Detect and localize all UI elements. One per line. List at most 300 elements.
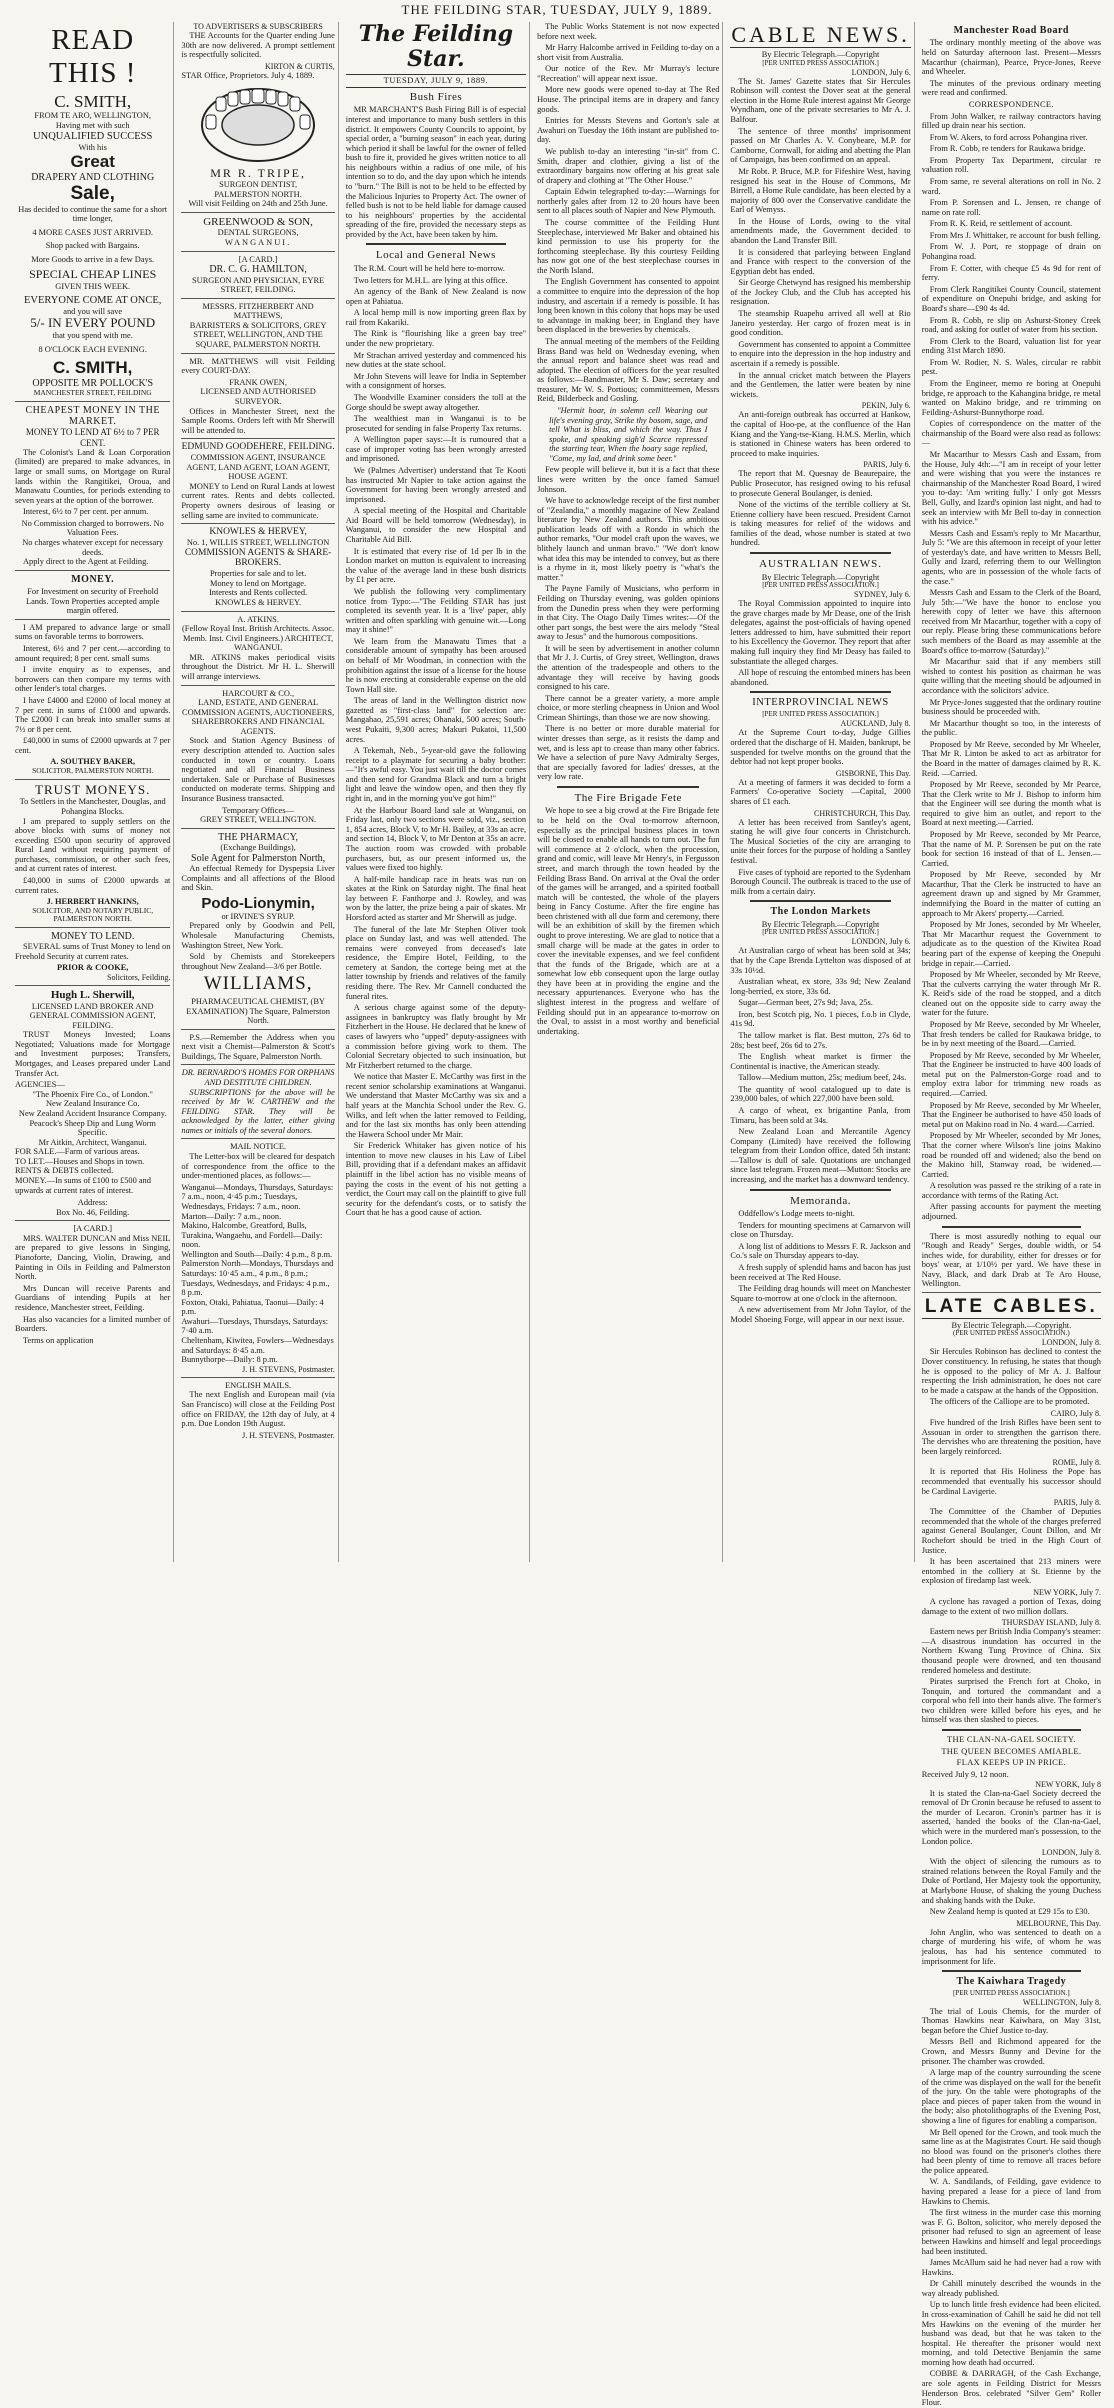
cases-text: 4 MORE CASES JUST ARRIVED.: [32, 227, 153, 237]
divider: [181, 353, 334, 354]
drapery-text: DRAPERY AND CLOTHING: [31, 171, 155, 183]
road-board-item: Proposed by Mr Reeve, seconded by Mr Wheeler, That Mr R. Linton be asked to act as arbitrator for the Board in the matter of damages claimed by R. K. Reid. —Carried.: [921, 739, 1101, 778]
road-board-item: From Mrs J. Whittaker, re account for bush felling.: [929, 230, 1101, 240]
greenwood-name: GREENWOOD & SON,: [203, 215, 313, 228]
dateline-melbourne: MELBOURNE, This Day.: [1016, 1918, 1101, 1928]
cable-item: The St. James' Gazette states that Sir Hercules Robinson will contest the Dover seat at the general election in the Home Rule interest against Mr George Wyndham, one of the private secretaries to Mr A. J. Balfour.: [730, 76, 911, 125]
news-item: The course committee of the Feilding Hunt Steeplechase, interviewed Mr Baker and obtained his kind permission to use his property for the forthcoming steeplechase. By this courtesy Feilding has now got one of the best steeplechase courses in the North Island.: [537, 217, 720, 275]
prepared-text: I AM prepared to advance large or small sums on favorable terms to borrowers.: [15, 622, 171, 642]
nz-insurance-text: New Zealand Insurance Co.: [45, 1099, 140, 1109]
market-item: The tallow market is flat. Best mutton, 27s 6d to 28s; best beef, 26s 6d to 27s.: [730, 1030, 911, 1050]
news-item: The Rink is "flourishing like a green bay tree" under the new proprietary.: [345, 329, 527, 349]
knowles-properties: Properties for sale and to let.: [209, 569, 307, 579]
smith-from: FROM TE ARO, WELLINGTON,: [34, 111, 151, 121]
sold-text: Sold by Chemists and Storekeepers throughout New Zealand—3/6 per Bottle.: [181, 952, 335, 971]
interprovincial-heading: INTERPROVINCIAL NEWS: [752, 697, 889, 709]
news-item: We notice that Master E. McCarthy was first in the recent senior scholarship examinations at Wanganui. We understand that Master McCarthy was six and a half years at the Manchia School under the Rev. G. Wilks, and left when the latter removed to Feilding, and for the last six months has only been attending the Hawera School under Mr Mair.: [345, 1072, 527, 1139]
stevens-signature: J. H. STEVENS, Postmaster.: [242, 1364, 335, 1374]
owen-name: FRANK OWEN,: [229, 377, 287, 387]
owen-title: LICENSED AND AUTHORISED SURVEYOR.: [200, 387, 316, 406]
card-label: [A CARD.]: [238, 254, 278, 264]
sole-agent-text: Sole Agent for Palmerston North,: [191, 852, 326, 864]
mail-wanganui: Wanganui—Mondays, Thursdays, Saturdays: 7 a.m., noon, 4·45 p.m.; Tuesdays, Wednesdays, Fridays: 7 a.m., noon.: [181, 1182, 334, 1211]
mail-awahuri: Awahuri—Tuesdays, Thursdays, Saturdays: 7·40 a.m.: [181, 1316, 329, 1336]
correspondence-label: CORRESPONDENCE.: [968, 98, 1054, 109]
late-cable-item: It is stated the Clan-na-Gael Society decreed the removal of Dr Cronin because he refused to assent to the murder of Lecaron. Cronin's partner has it is asserted, handed the books of the Clan-na-Gael, which were in the murdered man's possession, to the London police.: [921, 1788, 1101, 1846]
market-item: The English wheat market is firmer the Continental is inactive, the American steady.: [730, 1052, 911, 1071]
cable-item: In the House of Lords, owing to the vital amendments made, the Government decided to abandon the Land Transfer Bill.: [730, 216, 911, 245]
atkins-body: MR. ATKINS makes periodical visits throughout the District. Mr H. L. Sherwill will arrange interviews.: [181, 652, 335, 681]
late-cables-heading: LATE CABLES.: [922, 1296, 1101, 1319]
dateline-london: LONDON, July 6.: [851, 67, 911, 77]
harcourt-body: Stock and Station Agency Business of every description attended to. Auction sales conducted in town or country. Loans negotiated and all Financial Business undertaken. Sale or Purchase of Businesses conducted on moderate terms. Shipping and Insurance Business transacted.: [181, 736, 335, 803]
late-cable-item: Sir Hercules Robinson has declined to contest the Dover constituency. In refusing, he states that though he is opposed to the policy of Mr A. J. Balfour respecting the Irish administration, he does not care to be made a catspaw at the hands of the Opposition.: [921, 1347, 1101, 1395]
news-item: A Wellington paper says:—It is rumoured that a case of improper voting has been wrongly arrested and imprisoned.: [345, 435, 527, 464]
money-investment-text: For Investment on security of Freehold Lands. Town Properties accepted ample margin offered.: [25, 587, 160, 616]
greenwood-title: DENTAL SURGEONS,: [217, 228, 299, 238]
goodehere-name: EDMUND GOODEHERE, FEILDING.: [181, 442, 335, 453]
harcourt-name: HARCOURT & CO.,: [222, 688, 295, 698]
divider: [181, 1064, 334, 1065]
interprovincial-item: At a meeting of farmers it was decided to form a Farmers' Co-operative Society —Capital, 2000 shares of £1 each.: [730, 777, 911, 806]
column-5: [727, 22, 914, 1562]
sale-text: Sale,: [70, 182, 115, 204]
dateline-christchurch: CHRISTCHURCH, This Day.: [814, 808, 911, 818]
dateline-cairo: CAIRO, July 8.: [1050, 1408, 1101, 1418]
road-board-item: Proposed by Mr Reeve, seconded by Mr Pearce, That the Clerk write to Mr J. Bishop to inform him that the Engineer will see during the month what is required to give him an outlet, and report to the Board at next meeting.—Carried.: [921, 780, 1101, 828]
mail-marton: Marton—Daily: 7 a.m., noon.: [181, 1211, 282, 1221]
news-item: A Tekemah, Neb., 5-year-old gave the following receipt to a playmate for securing a baby brother:—"It's awful easy. You just wait till the doctor comes and then send for Grandma Black and turn a bright light and leave the window open, and then they fly right in, and in the morning you've got him!": [345, 746, 527, 804]
great-text: Great: [70, 152, 115, 172]
knowles-name: KNOWLES & HERVEY,: [209, 527, 307, 538]
divider: [942, 1226, 1081, 1228]
duncan-text: MRS. WALTER DUNCAN and Miss NEIL are prepared to give lessons in Singing, Pianoforte, Dancing, Violin, Drawing, and Painting in Oils in Feilding and Palmerston North.: [15, 1233, 171, 1282]
special-text: SPECIAL CHEAP LINES: [29, 267, 157, 282]
divider: [15, 927, 170, 928]
news-item: We have to acknowledge receipt of the first number of "Zealandia," a monthly magazine of New Zealand literature by New Zealand authors. This ambitious publication leads off with a Rondo in which the author remarks, "Our model craft upon the waves, we blithely launch and unman bravo." "We don't know what idea this may be intended to convey, but as there is a rhyme in it, most likely poetry is "what's the matter.": [537, 496, 720, 582]
divider: [15, 779, 170, 780]
memo-item: A new advertisement from Mr John Taylor, of the Model Shoeing Forge, will appear in our next issue.: [730, 1305, 911, 1324]
mail-cheltenham: Cheltenham, Kiwitea, Fowlers—Wednesdays and Saturdays: 8·45 a.m.: [181, 1336, 334, 1355]
colonist-text: The Colonist's Land & Loan Corporation (limited) are prepared to make advances, in large or small sums, on Mortgage on Rural lands within the Rangitikei, Oroua, and Manawatu Counties, for periods extending to seven years at the option of the borrower.: [15, 447, 171, 505]
to-let-text: TO LET.—Houses and Shops in town.: [15, 1156, 145, 1166]
harcourt-title: LAND, ESTATE, AND GENERAL COMMISSION AGENTS, AUCTIONEERS, SHAREBROKERS AND FINANCIAL AGENTS.: [182, 698, 335, 736]
market-item: The quantity of wool catalogued up to date is 239,000 bales, of which 227,000 have been sold.: [730, 1084, 911, 1104]
dentures-illustration: [198, 85, 318, 163]
press-association-text: [PER UNITED PRESS ASSOCIATION.]: [762, 58, 879, 67]
interest-text: Interest, 6½ to 7 per cent. per annum.: [23, 507, 149, 517]
australian-item: All hope of rescuing the entombed miners has been abandoned.: [730, 668, 911, 687]
hamilton-name: DR. C. G. HAMILTON,: [209, 264, 307, 276]
road-board-item: From R. K. Reid, re settlement of account.: [929, 219, 1073, 229]
apply-text: Apply direct to the Agent at Feilding.: [23, 557, 149, 567]
dateline-new-york: NEW YORK, July 7.: [1033, 1587, 1101, 1597]
late-cable-item: John Anglin, who was sentenced to death on a charge of murdering his wife, of whom he was jealous, has had his sentence commuted to imprisonment for life.: [921, 1927, 1101, 1966]
and-save-text: and you will save: [63, 306, 123, 316]
cable-news-heading: CABLE NEWS.: [731, 22, 910, 47]
late-cable-item: New Zealand hemp is quoted at £29 15s to £30.: [929, 1907, 1090, 1917]
road-board-item: From R. Cobb, re slip on Ashurst-Stoney Creek road, and asking for outlet of water from his section.: [921, 315, 1101, 335]
knowles-address: No. 1, WILLIS STREET, WELLINGTON: [186, 537, 330, 547]
road-board-item: The ordinary monthly meeting of the above was held on Saturday afternoon last. Present—Messrs Macarthur (chairman), Pearce, Pryce-Jones, Reeve and Wheeler.: [921, 38, 1101, 77]
fitzherbert-title: BARRISTERS & SOLICITORS, GREY STREET, WELLINGTON, AND THE SQUARE, PALMERSTON NORTH.: [189, 320, 327, 350]
fitzherbert-name: MESSRS. FITZHERBERT AND MATTHEWS,: [202, 301, 314, 321]
road-board-item: From W. Akers, to ford across Pohangina river.: [929, 132, 1088, 142]
late-cable-item: A cyclone has ravaged a portion of Texas, doing damage to the extent of two million dollars.: [921, 1596, 1101, 1616]
news-item: A serious charge against some of the deputy-assignees in bankruptcy was flatly brought by Mr Fitzherbert in the House. He declared that he knew of cases of lawyers who "upped" deputy-assignees with a commission before giving work to them. The Colonial Secretary objected to such insinuation, but Mr Fitzherbert returned to the charge.: [345, 1003, 527, 1070]
divider: [181, 523, 334, 524]
cable-item: An anti-foreign outbreak has occurred at Hankow, the capital of Hoo-pe, at the confluence of the Han Kiang and the Yang-tse-Kiang. H.M.S. Merlin, which is stationed in Chinese waters has been ordered to proceed to make inquiries.: [730, 410, 911, 458]
news-item: Entries for Messrs Stevens and Gorton's sale at Awahuri on Tuesday the 16th instant are published to-day.: [537, 116, 720, 145]
interprovincial-item: At the Supreme Court to-day, Judge Gillies ordered that the discharge of H. Maiden, bankrupt, be suspended for twelve months on the ground that the debtor had not kept proper books.: [730, 728, 911, 767]
everyone-text: EVERYONE COME AT ONCE,: [23, 294, 162, 306]
also-text: £40,000 in sums of £2000 upwards at 7 per cent.: [15, 736, 171, 755]
road-board-item: Proposed by Mr Jones, seconded by Mr Wheeler, That Mr Macarthur request the Government to adjudicate as to the question of the Kiwitea Road bearing part of the expense of keeping the Onepuhi bridge in repair.—Carried.: [921, 920, 1101, 968]
road-board-item: Mr Pryce-Jones suggested that the ordinary routine business should be proceeded with.: [921, 697, 1101, 717]
trust-moneys-heading: TRUST MONEYS.: [35, 781, 151, 797]
trust-to-text: To Settlers in the Manchester, Douglas, and Pohangina Blocks.: [19, 797, 166, 816]
road-board-item: Proposed by Mr Reeve, seconded by Mr Wheeler, That fresh tenders be called for Raukawa bridge, to be in by next meeting of the Board.—Carried.: [921, 1020, 1101, 1049]
news-item: We (Palmes Advertiser) understand that Te Kooti has instructed Mr Napier to take action against the Government for having been wrongly arrested and imprisoned.: [345, 465, 527, 504]
road-board-item: Mr Macarthur thought so too, in the interests of the public.: [921, 718, 1101, 738]
road-board-item: Proposed by Mr Wheeler, seconded by Mr Reeve, That the culverts carrying the water through Mr R. K. Reid's side of the road be stopped, and a ditch cleaned out on the opposite side to carry away the water for the future.: [921, 970, 1101, 1018]
trust-body: I am prepared to supply settlers on the above blocks with sums of money not exceeding £500 upon security of approved Rural Land without requiring payment of purchases, commission, or other such fees, and at current rates of interest.: [15, 816, 171, 874]
by-electric-text: By Electric Telegraph.—Copyright.: [951, 1320, 1072, 1330]
divider: [750, 900, 890, 902]
received-text: Received July 9, 12 noon.: [921, 1770, 1009, 1780]
cable-item: None of the victims of the terrible colliery at St. Etienne colliery have been rescued. President Carnot is taking measures for relief of the widows and families of the dead, whose number is stated at two hundred.: [730, 500, 911, 548]
agencies-heading: AGENCIES—: [15, 1080, 65, 1090]
divider: [181, 611, 334, 612]
cable-item: Government has consented to appoint a Committee to enquire into the depression in the hop industry and ascertain if a remedy is possible.: [730, 339, 911, 368]
mail-makino: Makino, Halcombe, Greatford, Bulls, Turakina, Wangaehu, and Fordell—Daily: noon.: [181, 1221, 323, 1250]
news-item: The R.M. Court will be held here to-morrow.: [353, 264, 505, 273]
divider: [181, 1138, 334, 1139]
clan-heading: THE CLAN-NA-GAEL SOCIETY.: [947, 1733, 1076, 1744]
phoenix-text: "The Phoenix Fire Co., of London.": [32, 1089, 153, 1099]
news-item: The Payne Family of Musicians, who perform in Feilding on Thursday evening, was golden opinions from the Dunedin press when they were performing in that City. The Otago Daily Times writes:—Of the other part songs, the best were the airs melody "Steal away to Jesus" and the humorous compositions.: [537, 584, 720, 642]
money-lend-rate: MONEY TO LEND AT 6½ to 7 PER CENT.: [25, 427, 160, 448]
knowles-money: Money to lend on Mortgage.: [210, 578, 307, 588]
road-board-item: From Property Tax Department, circular re valuation roll.: [921, 155, 1101, 175]
road-board-item: From same, re several alterations on roll in No. 2 ward.: [921, 177, 1101, 196]
bush-fires-heading: Bush Fires: [409, 90, 463, 103]
news-item: The annual meeting of the members of the Feilding Brass Band was held on Wednesday evening, when the annual report and balance sheet was read and adopted. The election of officers for the year resulted as follows:—Bandmaster, Mr S. Daw; secretary and treasurer, Mr W. S. Portious; committeemen, Messrs Reid, Bilderbeck and Gosling.: [537, 336, 720, 404]
road-board-item: From the Engineer, memo re boring at Onepuhi bridge, re approach to the Kahangina bridge, re metal wanted on Makino bridge, and re trimming on Feilding-Ashurst-Bunnythorpe road.: [921, 379, 1101, 417]
road-board-heading: Manchester Road Board: [953, 25, 1069, 36]
news-item: The English Government has consented to appoint a committee to enquire into the depression of the hop industry, and ascertain if a remedy is possible. It has long been known in this colony that hops may be used to advantage in making beer; in England they have been displaced in the breweries by chemicals.: [537, 277, 720, 335]
market-item: Tallow—Medium mutton, 25s; medium beef, 24s.: [738, 1073, 907, 1083]
several-text: SEVERAL sums of Trust Money to lend on Freehold Security at current rates.: [15, 942, 171, 961]
accounts-text: THE Accounts for the Quarter ending June 30th are now delivered. A prompt settlement is respectfully solicited.: [181, 31, 335, 60]
news-item: There cannot be a greater variety, a more ample choice, or more sterling cheapness in Union and Wool Crimean Shirtings, than those we are now showing.: [537, 693, 720, 722]
pharmacy-name: THE PHARMACY,: [218, 831, 299, 843]
cobbe-ad: COBBE & DARRAGH, of the Cash Exchange, are sole agents in Feilding District for Messrs Henderson Bros. celebrated "Silver Gem" Roller Flour.: [921, 2369, 1101, 2408]
box-text: Box No. 46, Feilding.: [56, 1207, 130, 1217]
atkins-title: (Fellow Royal Inst. British Architects. Assoc. Memb. Inst. Civil Engineers.) ARCHITECT, WANGANUI.: [182, 624, 335, 653]
road-board-item: From Clerk Rangitikei County Council, statement of expenditure on Onepuhi bridge, and asking for Board's share—£90 4s 4d.: [921, 284, 1101, 313]
local-news-heading: Local and General News: [375, 249, 496, 262]
baker-title: SOLICITOR, PALMERSTON NORTH.: [32, 766, 154, 775]
news-item: The Public Works Statement is not now expected before next week.: [537, 22, 720, 41]
road-board-item: After passing accounts for payment the meeting adjourned.: [921, 1202, 1101, 1221]
memo-item: Oddfellow's Lodge meets to-night.: [738, 1209, 855, 1219]
cable-item: The report that M. Quesnay de Beaurepaire, the Public Prosecutor, has resigned owing to his refusal to prosecute General Boulanger, is denied.: [730, 469, 911, 498]
serges-ad: There is most assuredly nothing to equal our "Rough and Ready" Serges, double width, or 54 inches wide, for durability, either for dresses or for boys' wear, at 1/10½ per yard. We have these in Navy, Black, and dark Drab at Te Aro House, Wellington.: [921, 1231, 1101, 1289]
hankins-name: J. HERBERT HANKINS,: [46, 897, 139, 907]
dateline-london-2: LONDON, July 8.: [1041, 1848, 1101, 1858]
dateline-new-york-2: NEW YORK, July 8: [1035, 1779, 1101, 1789]
late-cable-item: The officers of the Calliope are to be promoted.: [929, 1397, 1090, 1407]
given-text: GIVEN THIS WEEK.: [55, 282, 131, 292]
aitkin-text: Mr Aitkin, Architect, Wanganui.: [38, 1137, 147, 1147]
divider: [15, 570, 170, 571]
news-item: We learn from the Manawatu Times that a considerable amount of sympathy has been aroused on behalf of Mr Woodman, in connection with the prohibition against the issue of a license for the house he is now erecting at considerable expense on the old Town Hall site.: [345, 636, 527, 694]
prior-name: PRIOR & COOKE,: [56, 963, 129, 973]
late-cable-item: It has been ascertained that 213 miners were entombed in the colliery at St. Etienne by the explosion of firedamp last week.: [921, 1557, 1101, 1586]
late-cable-item: Eastern news per British India Company's steamer:—A disastrous inundation has occurred in the Northern Kwang Tung Province of China. Six thousand people were drowned, and ten thousand rendered homeless and destitute.: [921, 1627, 1101, 1675]
divider: [750, 1189, 890, 1191]
divider: [181, 438, 334, 439]
newspaper-page: [12, 21, 1104, 2408]
road-board-item: Proposed by Mr Reeve, seconded by Mr Pearce, That the name of M. P. Sorensen be put on the rate book for section 16 instead of that of L. Jensen.—Carried.: [921, 830, 1101, 868]
peacock-text: Peacock's Sheep Dip and Lung Worm Specific.: [29, 1118, 156, 1138]
irvine-text: or IRVINE'S SYRUP.: [221, 911, 295, 921]
unqualified-text: UNQUALIFIED SUCCESS: [33, 130, 153, 142]
news-item: Our notice of the Rev. Mr Murray's lecture "Recreation" will appear next issue.: [537, 64, 720, 83]
kaiwhara-item: Mr Bell opened for the Crown, and took much the same line as at the Magistrates Court. He said though no blood was found on the prisoner's clothes there had been plenty of time to remove all traces before the police appeared.: [921, 2127, 1101, 2175]
road-board-item: Mr Macarthur to Messrs Cash and Essam, from the House, July 4th:—"I am in receipt of your letter and were wishing that you were the instances re chairmanship of the Manchester Road Board, I wired you to-day: 'Am writing fully.' I only got Messrs Bell, Gully, and Izard's opinion last night, and had to seek an interview with Mr Bell to-day in connection with his advice.": [921, 450, 1101, 527]
news-item: An agency of the Bank of New Zealand is now open at Pahiatua.: [345, 287, 527, 306]
tripe-name: MR R. TRIPE,: [210, 165, 306, 180]
ps-text: P.S.—Remember the Address when you next visit a Chemist—Palmerston & Scott's Buildings, The Square, Palmerston North.: [181, 1032, 335, 1061]
market-item: Sugar—German beet, 27s 9d; Java, 25s.: [738, 998, 873, 1008]
mail-bunnythorpe: Bunnythorpe—Daily: 8 p.m.: [181, 1355, 278, 1365]
column-1: [12, 22, 174, 1562]
kaiwhara-item: Up to lunch little fresh evidence had been elicited. In cross-examination of Cahill he said he did not tell Mrs Hawkins on the evening of the murder her husband was dead, but that he was taken to the hospital. He thereafter the prisoner would next morning, and told Detective Benjamin the same morning how death had occurred.: [921, 2300, 1101, 2367]
cable-item: The steamship Ruapehu arrived all well at Rio Janeiro yesterday. Her cargo of frozen meat is in good condition.: [730, 309, 911, 338]
divider: [181, 1029, 334, 1030]
divider: [942, 1970, 1081, 1972]
fire-brigade-heading: The Fire Brigade Fete: [574, 791, 682, 804]
news-item: The Woodville Examiner considers the toll at the Gorge should be swept away altogether.: [345, 392, 527, 412]
road-board-item: Proposed by Mr Reeve, seconded by Mr Wheeler, That the Engineer be authorised to have 450 loads of metal put on Makino road in No. 4 ward.—Carried.: [921, 1100, 1101, 1129]
news-item: The wealthiest man in Wanganui is to be prosecuted for sending in false Property Tax returns.: [345, 414, 527, 433]
dateline-london: LONDON, July 8.: [1041, 1338, 1101, 1348]
issue-date: TUESDAY, JULY 9, 1889.: [346, 74, 526, 88]
cable-item: Sir George Chetwynd has resigned his membership of the Jockey Club, and the Club has accepted his resignation.: [730, 278, 911, 307]
english-mails-body: The next English and European mail (via San Francisco) will close at the Feilding Post office on FRIDAY, the 12th day of July, at 4 p.m. Due London 19th August.: [181, 1390, 335, 1429]
tripe-title: SURGEON DENTIST,: [219, 180, 298, 190]
five-shillings-text: 5/- IN EVERY POUND: [30, 315, 156, 331]
prepared-text: Prepared only by Goodwin and Pell, Wholesale Manufacturing Chemists, Washington Street, New York.: [181, 921, 335, 950]
news-item: More new goods were opened to-day at The Red House. The principal items are in drapery and fancy goods.: [537, 85, 720, 114]
vacancies-text: Has also vacancies for a limited number of Boarders.: [15, 1314, 171, 1334]
greenwood-location: WANGANUI.: [225, 238, 292, 248]
news-item: A half-mile handicap race in heats was run on skates at the Rink on Saturday night. The final heat lay between F. Fanthorpe and J. Rowley, and was won by the latter, the prize being a pair of skates. Mr Horsford acted as starter and Mr Sherwill as judge.: [345, 874, 527, 922]
dateline-rome: ROME, July 8.: [1052, 1458, 1101, 1468]
tripe-location: PALMERSTON NORTH.: [214, 189, 302, 199]
goodehere-title: COMMISSION AGENT, INSURANCE AGENT, LAND AGENT, LOAN AGENT, HOUSE AGENT.: [186, 453, 330, 482]
knowles-body: COMMISSION AGENTS & SHARE-BROKERS.: [184, 547, 332, 569]
atkins-name: A. ATKINS.: [237, 614, 279, 624]
smith-name-2: C. SMITH,: [53, 358, 133, 378]
dateline-sydney: SYDNEY, July 6.: [853, 590, 911, 600]
dateline-auckland: AUCKLAND, July 8.: [840, 719, 911, 729]
williams-name: WILLIAMS,: [203, 973, 313, 995]
prior-title: Solicitors, Feilding.: [107, 972, 171, 982]
money-to-lend-heading: MONEY TO LEND.: [50, 930, 135, 942]
by-electric-text: By Electric Telegraph.—Copyright: [761, 572, 880, 582]
kaiwhara-item: The first witness in the murder case this morning was F. G. Bolton, solicitor, who merely deposed the prisoner had refused to sign an agreement of lease between Hawkins and himself and legal proceedings had been instituted.: [921, 2208, 1101, 2256]
news-item: At the Harbour Board land sale at Wanganui, on Friday last, only two sections were sold, viz., section 1, 854 acres, Block V, to Mr H. Bailey, at 33s an acre, and section 14, Block V, to Mr Denton at 35s an acre. The auction room was crowded with probable purchasers, but, as our present informed us, the values were fixed too highly.: [345, 805, 527, 873]
divider: [750, 552, 890, 554]
column-2: [178, 22, 338, 1562]
mail-body: The Letter-box will be cleared for despatch of correspondence from the office to the under-mentioned places, as follows:—: [181, 1152, 335, 1181]
smith-name: C. SMITH,: [54, 92, 132, 112]
press-association-text: [PER UNITED PRESS ASSOCIATION.]: [952, 1988, 1070, 1997]
market-item: At Australian cargo of wheat has been sold at 34s; that by the Cape Brenda Lyttelton was disposed of at 33s 10½d.: [730, 946, 911, 975]
opposite-text: OPPOSITE MR POLLOCK'S: [32, 377, 154, 389]
news-item: Few people will believe it, but it is a fact that these lines were written by the once famed Samuel Johnson.: [537, 465, 720, 494]
divider: [181, 298, 334, 299]
matthews-text: MR. MATTHEWS will visit Feilding every COURT-DAY.: [181, 356, 335, 376]
dateline-gisborne: GISBORNE, This Day.: [835, 768, 911, 778]
trust-body-2: £40,000 in sums of £2000 upwards at current rates.: [15, 875, 171, 895]
press-association-text: [PER UNITED PRESS ASSOCIATION.]: [762, 581, 879, 590]
road-board-item: From John Walker, re railway contractors having filled up drain near his section.: [921, 111, 1101, 131]
news-item: Mr Strachan arrived yesterday and commenced his new duties at the state school.: [345, 350, 527, 370]
dateline-thursday-island: THURSDAY ISLAND, July 8.: [1001, 1618, 1101, 1628]
late-cable-item: Pirates surprised the French fort at Choko, in Tonquin, and tortured the commandant and a corporal who fell into their hands alive. The former's two children were killed before his eyes, and he himself was then slashed to pieces.: [921, 1677, 1101, 1725]
road-board-item: A resolution was passed re the striking of a rate in accordance with terms of the Rating Act.: [921, 1181, 1101, 1200]
market-item: A cargo of wheat, ex brigantine Panla, from Timaru, has been sold at 34s.: [730, 1106, 911, 1125]
road-board-item: Mr Macarthur said that if any members still wished to contest his position as chairman he was quite willing that the meeting should be adjourned in accordance with the solicitors' advice.: [921, 657, 1101, 695]
kaiwhara-heading: The Kaiwhara Tragedy: [956, 1976, 1067, 1988]
australian-item: The Royal Commission appointed to inquire into the grave charges made by Mr Dease, one of the Irish delegates, against the post-officials of having opened letters addressed to him, have submitted their report to his Excellency the Governor. They report that after making full inquiry they find Mr Deasy has failed to substantiate the alleged charges.: [730, 599, 911, 666]
divider: [181, 1377, 334, 1378]
kaiwhara-item: Messrs Bell and Richmond appeared for the Crown, and Messrs Bunny and Devine for the prisoner. The chamber was crowded.: [921, 2037, 1101, 2066]
sherwill-name: Hugh L. Sherwill,: [50, 989, 135, 1002]
nz-accident-text: New Zealand Accident Insurance Company.: [18, 1108, 167, 1118]
flax-heading: FLAX KEEPS UP IN PRICE.: [956, 1757, 1066, 1768]
baker-name: A. SOUTHEY BAKER,: [50, 757, 136, 767]
owen-body: Offices in Manchester Street, next the Sample Rooms. Orders left with Mr Sherwill will be attended to.: [181, 406, 335, 435]
manchester-street-text: MANCHESTER STREET, FEILDING: [33, 388, 152, 398]
invite-text: I invite enquiry as to expenses, and borrowers can then compare my terms with other lender's total charges.: [15, 665, 171, 694]
kaiwhara-item: The trial of Louis Chemis, for the murder of Thomas Hawkins near Kaiwhara, on May 31st, began before the Chief Justice to-day.: [921, 2006, 1101, 2035]
road-board-item: From R. Cobb, re tenders for Raukawa bridge.: [929, 144, 1086, 154]
trust-invested-text: TRUST Moneys Invested; Loans Negotiated; Valuations made for Mortgage and Investment purposes; Transfers, Mortgages, and Leases prepared under Land Transfer Act.: [15, 1030, 171, 1078]
press-association-text: (PER UNITED PRESS ASSOCIATION.): [952, 1329, 1070, 1338]
shop-packed-text: Shop packed with Bargains.: [45, 241, 140, 251]
road-board-item: Messrs Cash and Essam's reply to Mr Macarthur, July 5: "We are this afternoon in receipt of your letter of yesterday's date, and have written to Messrs Bell, Gully and Izard, referring them to our Wellington agents, who are in possession of the whole facts of the case.": [921, 528, 1101, 586]
road-board-item: Proposed by Mr Reeve, seconded by Mr Macarthur, That the Clerk be instructed to have an agreement drawn up and signed by Mr Grammer, indemnifying the Board in the matter of cutting an approach to Mr Akers' property.—Carried.: [921, 870, 1101, 918]
divider: [181, 685, 334, 686]
news-item: Captain Edwin telegraphed to-day:—Warnings for northerly gales after from 12 to 20 hours have been sent to all places south of Napier and New Plymouth.: [537, 187, 720, 216]
oclock-text: 8 O'CLOCK EACH EVENING.: [38, 344, 147, 354]
press-association-text: [PER UNITED PRESS ASSOCIATION.]: [762, 710, 879, 719]
divider: [557, 786, 699, 788]
temporary-offices: Temporary Offices—: [222, 805, 294, 815]
with-his-text: With his: [78, 142, 107, 152]
late-cable-item: Five hundred of the Irish Rifles have been sent to Assouan in order to strengthen the garrison there. The dervishes who are threatening the position, have been largely reinforced.: [921, 1417, 1101, 1456]
news-item: Two letters for M.H.L. are lying at this office.: [353, 275, 508, 285]
news-item: The areas of land in the Wellington district now gazetted as "first-class land" for selection are: Mangahao, 25,591 acres; Ohanaki, 500 acres; South-west Pukaiti, 9,300 acres; Makuri Pukatoi, 11,500 acres.: [345, 696, 527, 744]
temporary-address: GREY STREET, WELLINGTON.: [200, 815, 317, 825]
interprovincial-item: A letter has been received from Santley's agent, stating he will give four concerts in Christchurch. The Musical Societies of the city are arranging to unite their forces for the purpose of holding a Santley festival.: [730, 817, 911, 865]
divider: [750, 691, 890, 693]
memo-item: Tenders for mounting specimens at Carnarvon will close on Thursday.: [730, 1220, 911, 1240]
news-item: There is no better or more durable material for winter dresses than serge, as it resists the damp and wet, and is less apt to crease than many other fabrics. We have a selection of pure Navy Admiralty Serges, that are specially favored for ladies' dresses, at the very low rate.: [537, 724, 720, 782]
road-board-item: From Clerk to the Board, valuation list for year ending 31st March 1890.: [921, 336, 1101, 356]
for-sale-text: FOR SALE.—Farm of various areas.: [15, 1147, 140, 1157]
paper-title: The Feilding Star.: [358, 21, 514, 73]
barnardo-heading: DR. BERNARDO'S HOMES FOR ORPHANS AND DESTITUTE CHILDREN.: [181, 1068, 335, 1088]
divider: [181, 828, 334, 829]
news-item: Mr Harry Halcombe arrived in Feilding to-day on a short visit from Australia.: [537, 43, 720, 62]
market-item: Australian wheat, ex store, 33s 9d; New Zealand long-berried, ex store, 33s 6d.: [730, 977, 911, 996]
terms-text: Terms on application: [23, 1335, 94, 1345]
knowles-signature: KNOWLES & HERVEY.: [215, 597, 302, 607]
interprovincial-item: Five cases of typhoid are reported to the Sydenham Borough Council. The outbreak is traced to the use of milk from a certain dairy.: [730, 867, 911, 896]
news-item: A special meeting of the Hospital and Charitable Aid Board will be held tomorrow (Wednesday), in Wanganui, to consider the new Hospital and Charitable Aid Bill.: [345, 506, 527, 545]
no-charges-text: No charges whatever except for necessary deeds.: [22, 538, 164, 557]
dateline-wellington: WELLINGTON, July 8.: [1022, 1997, 1101, 2007]
no-commission-text: No Commission charged to borrowers. No Valuation Fees.: [21, 518, 164, 538]
news-item: Mr John Stevens will leave for India in September with a consignment of horses.: [345, 371, 527, 391]
news-item: It is estimated that every rise of 1d per lb in the London market on mutton is equivalent to increasing the value of the average land in these bush districts by £1 per acre.: [345, 546, 527, 585]
divider: [922, 1292, 1101, 1293]
news-item: A local hemp mill is now importing green flax by rail from Kakariki.: [345, 308, 527, 327]
dateline-london-2: LONDON, July 6.: [851, 937, 911, 947]
mail-notice-heading: MAIL NOTICE.: [230, 1142, 287, 1152]
cable-item: It is considered that parleying between England and France with respect to the conversion of the Egyptian debt has ended.: [730, 247, 911, 276]
memo-item: The Feilding drag hounds will meet on Manchester Square to-morrow at one o'clock in the afternoon.: [730, 1284, 911, 1303]
memo-item: A fresh supply of splendid hams and bacon has just been received at The Red House.: [730, 1263, 911, 1282]
column-4: [534, 22, 723, 1562]
stevens-signature-2: J. H. STEVENS, Postmaster.: [242, 1430, 335, 1440]
divider: [15, 401, 170, 402]
late-cable-item: The Committee of the Chamber of Deputies recommended that the whole of the charges preferred against General Boulanger, Count Dillon, and Mr Rochefort should be tried in the High Court of Justice.: [921, 1507, 1101, 1555]
money-sums-text: MONEY.—In sums of £100 to £500 and upwards at current rates of interest.: [15, 1175, 151, 1195]
money-heading: MONEY.: [71, 573, 115, 585]
road-board-item: Messrs Cash and Essam to the Clerk of the Board, July 5th:—"We have the honor to enclose you herewith copy of letter we have this afternoon received from Mr Macarthur, together with a copy of our reply. Please bring these communications before such members of the Board as may assemble at the Board's office to-morrow (Saturday).": [921, 588, 1101, 655]
kaiwhara-item: Dr Cahill minutely described the wounds in the way already published.: [921, 2279, 1101, 2298]
knowles-interests: Interests and Rents collected.: [209, 588, 308, 598]
masthead: THE FEILDING STAR, TUESDAY, JULY 9, 1889.: [401, 2, 713, 17]
road-board-item: Copies of correspondence on the matter of the chairmanship of the Board were also read as follows:—: [921, 419, 1101, 448]
cable-item: Mr Robt. P. Bruce, M.P. for Fifeshire West, having resigned his seat in the House of Commons, Mr Birrell, a Home Rule candidate, has been elected by a majority of 800 over the Conservative candidate the Earl of Wemyss.: [730, 166, 911, 215]
subscriptions-text: SUBSCRIPTIONS for the above will be received by Mr W. CARTHEW and the FEILDING STAR. They will be acknowledged by the latter, either giving names or initials of the several donors.: [181, 1087, 335, 1135]
cheapest-money-heading: CHEAPEST MONEY IN THE MARKET.: [25, 404, 160, 427]
news-item: Sir Frederick Whitaker has given notice of his intention to move new clauses in his Law of Libel Bill, providing that if a defendant makes an affidavit plaintiff in the libel action has no visible means of paying the costs in the event of his not getting a verdict, the Court may call on the plaintiff to give full security for the defendant's costs, or to satisfy the Court that he has a good cause of action.: [345, 1141, 527, 1218]
interest-2-text: Interest, 6½ and 7 per cent.—according to amount required; 8 per cent. small sums: [15, 644, 171, 663]
to-advertisers-heading: TO ADVERTISERS & SUBSCRIBERS: [193, 22, 323, 31]
cable-item: The sentence of three months' imprisonment passed on Mr Charles A. V. Conybeare, M.P. for Camborne, Cornwall, for aiding and abetting the Plan of Campaign, has been confirmed on an appeal.: [730, 126, 911, 165]
late-cable-item: With the object of silencing the rumours as to strained relations between the Royal Family and the Duke of Portland, Her Majesty took the opportunity, at Marlybone House, of shaking the young Duchess and shaking hands with the Duke.: [921, 1857, 1101, 1905]
dateline-paris: PARIS, July 8.: [1053, 1498, 1101, 1508]
road-board-item: From F. Cotter, with cheque £5 4s 9d for rent of ferry.: [921, 263, 1101, 283]
kaiwhara-item: James McAllum said he had never had a row with Hawkins.: [921, 2258, 1101, 2277]
road-board-item: The minutes of the previous ordinary meeting were read and confirmed.: [921, 78, 1101, 98]
divider: [942, 1729, 1081, 1731]
more-goods-text: More Goods to arrive in a few Days.: [31, 254, 155, 264]
news-item: We publish the following very complimentary notice from Typo:—"The Feilding STAR has just completed its seventh year. It is a 'live' paper, ably written and often sparkling with genuine wit.—Long may it shine!": [345, 586, 527, 635]
news-item: The funeral of the late Mr Stephen Oliver took place on Sunday last, and was well attended. The remains were conveyed from deceased's late residence, the Empire Hotel, Feilding, to the cemetery at Sandon, the cortege being met at the latter township by friends and relatives of the family residing there. The Rev. Mr Cannell conducted the funeral rites.: [345, 924, 527, 1001]
by-electric-text: By Electric Telegraph.—Copyright: [761, 50, 880, 60]
mail-palmerston: Palmerston North—Mondays, Thursdays and Saturdays: 10·45 a.m., 4 p.m., 8 p.m.; Tuesdays, Wednesdays, and Fridays: 4 p.m., 8 p.m.: [181, 1259, 334, 1298]
